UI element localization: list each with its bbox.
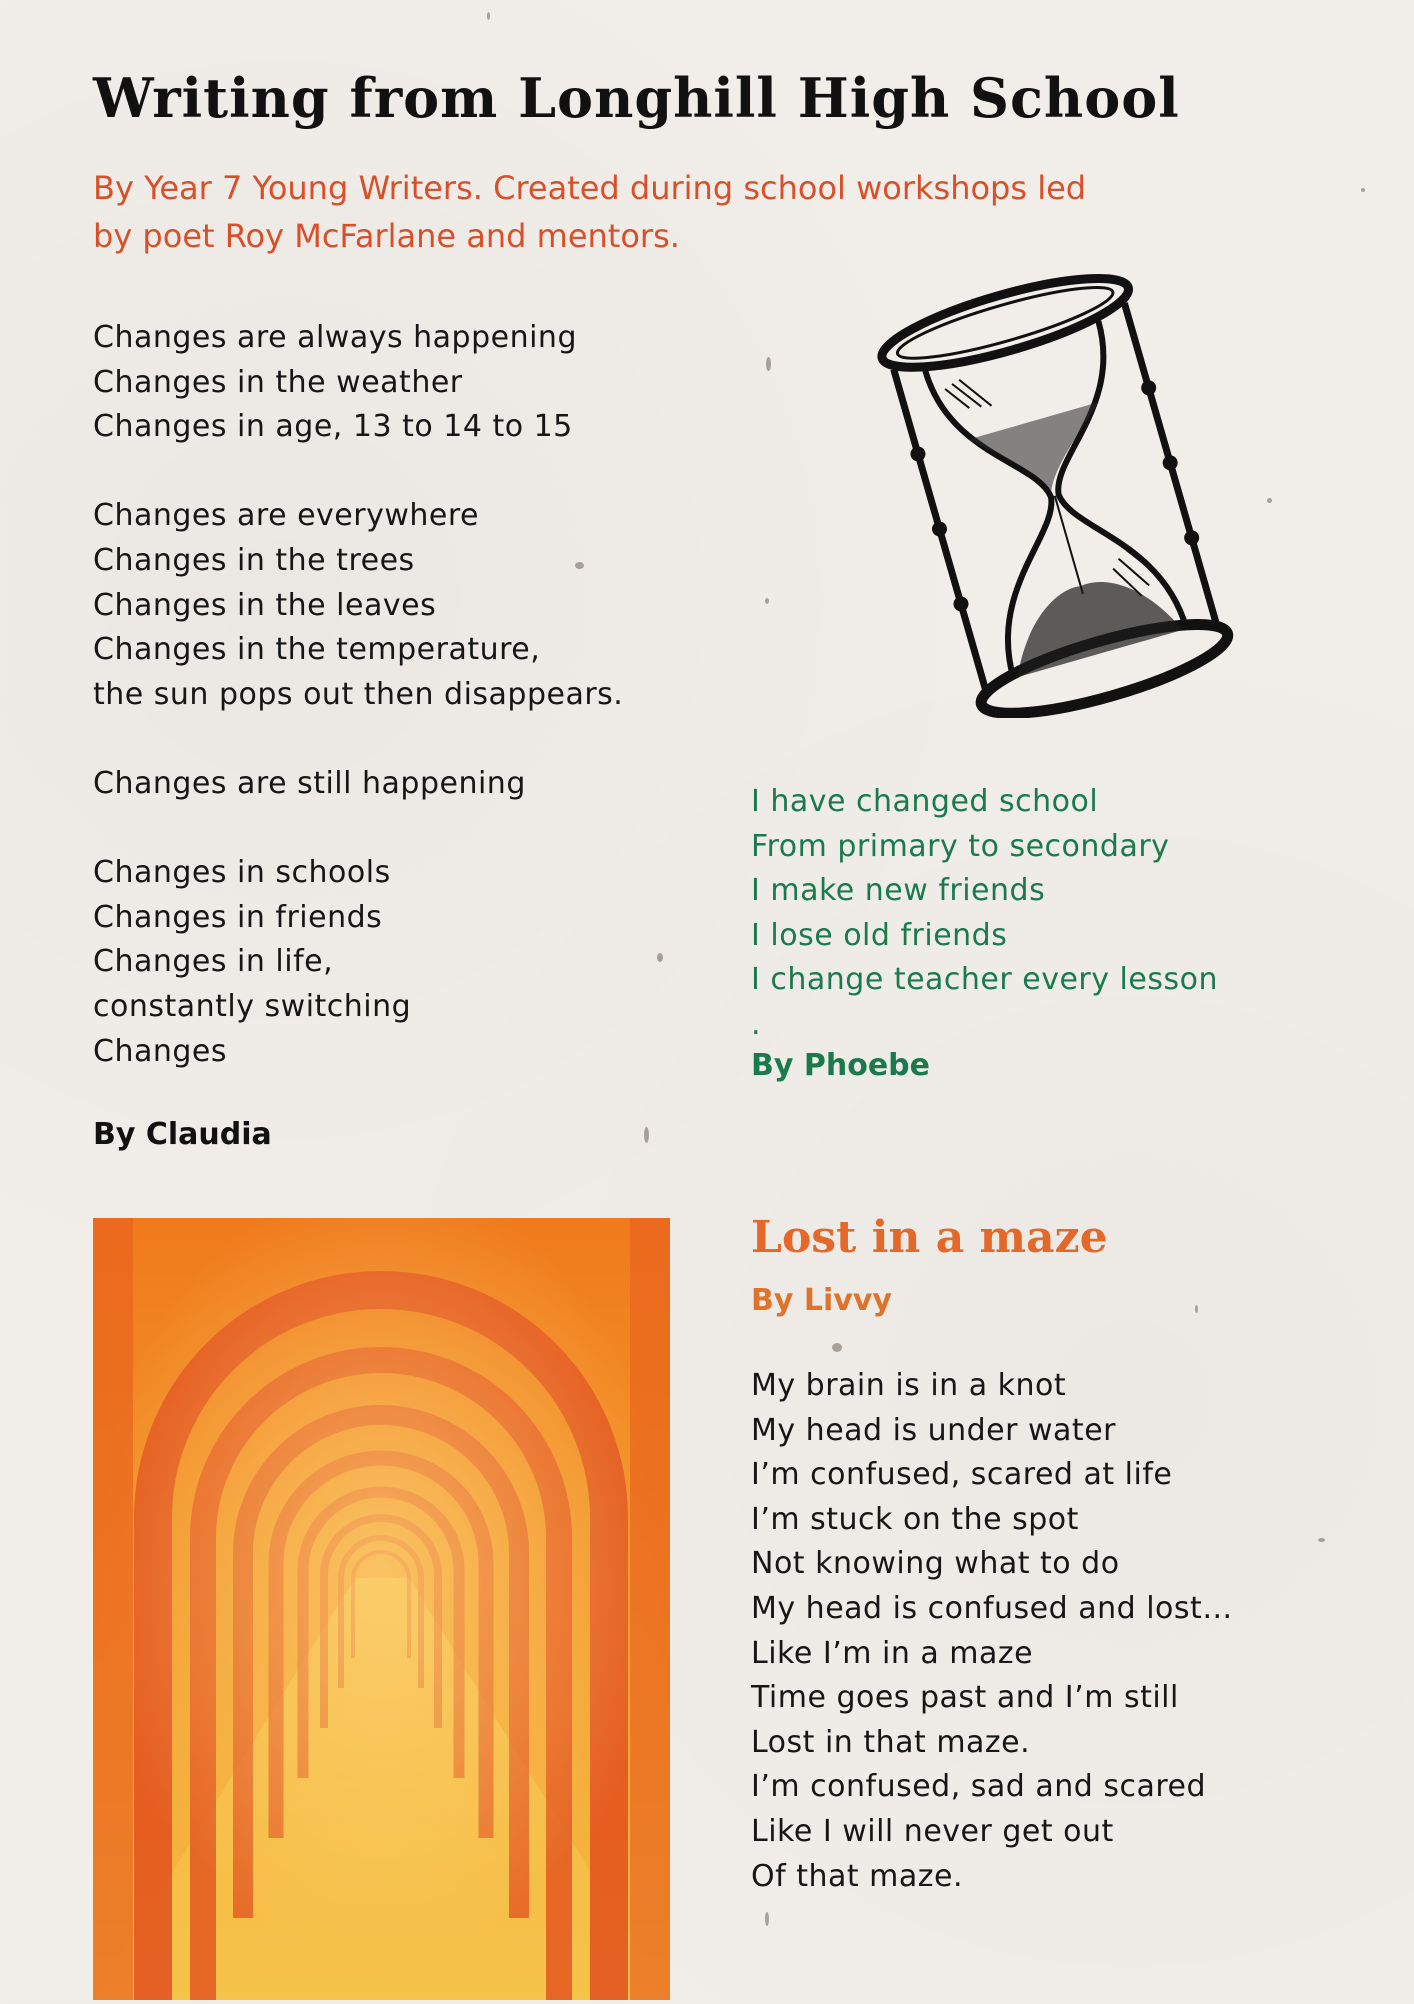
poem-line: Time goes past and I’m still <box>751 1680 1179 1716</box>
poem-line: Of that maze. <box>751 1858 964 1894</box>
poem-line: the sun pops out then disappears. <box>93 676 624 712</box>
poem-line: . <box>751 1006 762 1042</box>
byline-livvy: By Livvy <box>751 1283 892 1318</box>
poem-line: I make new friends <box>751 873 1046 909</box>
poem-line: Changes are everywhere <box>93 498 479 534</box>
poem-phoebe <box>751 780 1218 1048</box>
paper-speck <box>657 953 663 962</box>
poem-line: I lose old friends <box>751 917 1008 953</box>
paper-speck <box>487 12 490 20</box>
poem-line: Changes in age, 13 to 14 to 15 <box>93 409 573 445</box>
poem-title-lost-in-a-maze: Lost in a maze <box>751 1212 1108 1263</box>
poem-line: Changes are always happening <box>93 320 577 355</box>
poem-livvy <box>751 1364 1233 1899</box>
poem-line: Like I’m in a maze <box>751 1635 1034 1671</box>
page-title: Writing from Longhill High School <box>93 66 1180 130</box>
poem-line: I have changed school <box>751 784 1099 819</box>
poem-line: Changes <box>93 1033 227 1069</box>
paper-speck <box>1318 1538 1325 1542</box>
paper-speck <box>765 1912 769 1926</box>
poem-line: My head is under water <box>751 1412 1116 1448</box>
paper-speck <box>766 357 771 371</box>
archway-corridor-image <box>93 1218 670 2000</box>
poem-line: Changes in life, <box>93 944 334 980</box>
poem-line: I’m stuck on the spot <box>751 1501 1079 1537</box>
poem-line: From primary to secondary <box>751 828 1170 864</box>
paper-speck <box>1195 1305 1198 1313</box>
stanza-break <box>93 450 623 495</box>
byline-claudia: By Claudia <box>93 1117 272 1152</box>
poem-line: Changes in schools <box>93 855 391 891</box>
poem-line: Changes in the trees <box>93 542 415 578</box>
stanza-break <box>93 717 623 762</box>
poem-claudia <box>93 316 623 1074</box>
poem-line: Changes in the temperature, <box>93 632 541 668</box>
poem-line: Like I will never get out <box>751 1813 1114 1849</box>
byline-phoebe: By Phoebe <box>751 1048 930 1083</box>
poem-line: I’m confused, scared at life <box>751 1457 1173 1493</box>
paper-speck <box>765 598 769 604</box>
poem-line: Changes in the weather <box>93 364 463 400</box>
hourglass-illustration <box>868 268 1240 718</box>
poem-line: Lost in that maze. <box>751 1724 1031 1760</box>
paper-speck <box>832 1343 842 1352</box>
poem-line: I change teacher every lesson <box>751 962 1218 998</box>
poem-line: My brain is in a knot <box>751 1368 1067 1403</box>
poem-line: Changes in the leaves <box>93 587 437 623</box>
paper-speck <box>644 1127 649 1143</box>
paper-speck <box>1267 498 1272 503</box>
poem-line: I’m confused, sad and scared <box>751 1769 1207 1805</box>
stanza-break <box>93 807 623 852</box>
paper-speck <box>1361 188 1365 192</box>
page-subtitle: By Year 7 Young Writers. Created during school workshops led by poet Roy McFarlane and mentors. <box>93 169 1087 255</box>
poem-line: constantly switching <box>93 988 412 1024</box>
poem-line: Changes in friends <box>93 899 383 935</box>
poem-line: Changes are still happening <box>93 765 526 801</box>
orange-archway-photo <box>93 1218 670 2000</box>
poem-line: My head is confused and lost… <box>751 1590 1233 1626</box>
poem-line: Not knowing what to do <box>751 1546 1120 1582</box>
